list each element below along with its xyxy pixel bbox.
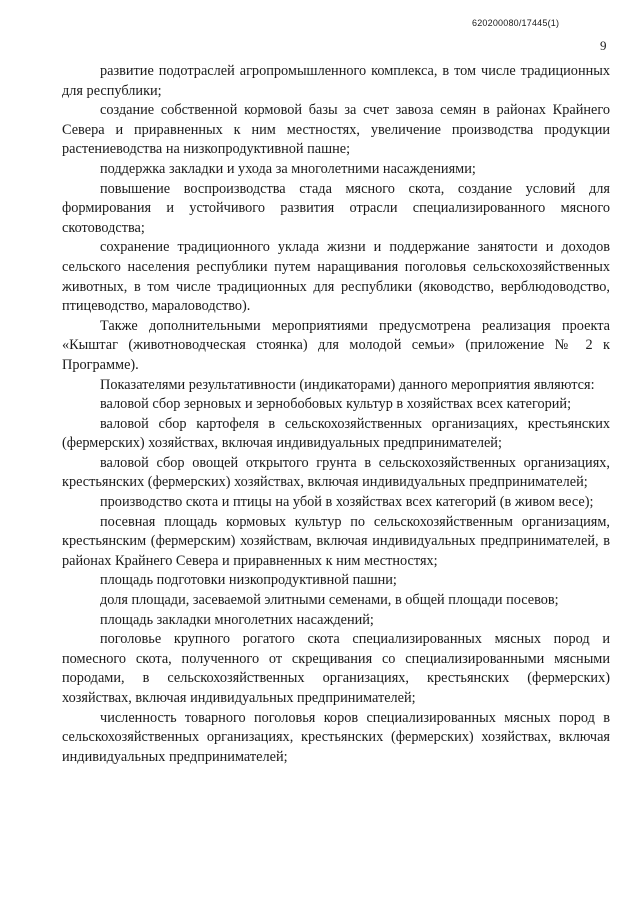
paragraph: валовой сбор овощей открытого грунта в сельскохозяйственных организациях, крестьянских (фермерских) хозяйствах, включая индивидуальных предпринимателей; bbox=[62, 454, 610, 491]
paragraph: валовой сбор зерновых и зернобобовых культур в хозяйствах всех категорий; bbox=[100, 396, 572, 413]
paragraph: Также дополнительными мероприятиями предусмотрена реализация проекта «Кыштаг (животноводческая стоянка) для молодой семьи» (приложение № 2 к Программе). bbox=[62, 317, 610, 373]
body-text bbox=[62, 62, 610, 767]
page-number: 9 bbox=[600, 38, 607, 53]
paragraph: посевная площадь кормовых культур по сельскохозяйственным организациям, крестьянским (фермерским) хозяйствам, включая индивидуальных предпринимателей, в районах Крайнего Севера и приравненных к ним местностях; bbox=[62, 513, 610, 569]
paragraph: сохранение традиционного уклада жизни и поддержание занятости и доходов сельского населения республики путем наращивания поголовья сельскохозяйственных животных, в том числе традиционных для республики (яководство, верблюдоводство, птицеводство, мараловодство). bbox=[62, 239, 610, 315]
paragraph: площадь подготовки низкопродуктивной пашни; bbox=[100, 572, 397, 589]
document-number: 620200080/17445(1) bbox=[472, 18, 560, 28]
paragraph: производство скота и птицы на убой в хозяйствах всех категорий (в живом весе); bbox=[100, 494, 594, 511]
paragraph: Показателями результативности (индикаторами) данного мероприятия являются: bbox=[100, 376, 595, 393]
paragraph: поголовье крупного рогатого скота специализированных мясных пород и помесного скота, полученного от скрещивания со специализированными мясными породами, в сельскохозяйственных организациях, крестьянских (фермерских) хозяйствах, включая индивидуальных предпринимателей; bbox=[62, 631, 610, 706]
paragraph: площадь закладки многолетних насаждений; bbox=[100, 611, 374, 628]
paragraph: создание собственной кормовой базы за счет завоза семян в районах Крайнего Севера и приравненных к ним местностях, увеличение производства продукции растениеводства на низкопродуктивной пашне; bbox=[62, 102, 610, 158]
paragraph: поддержка закладки и ухода за многолетними насаждениями; bbox=[100, 160, 476, 177]
paragraph: развитие подотраслей агропромышленного комплекса, в том числе традиционных для республики; bbox=[62, 63, 610, 99]
paragraph: доля площади, засеваемой элитными семенами, в общей площади посевов; bbox=[100, 592, 559, 609]
paragraph: повышение воспроизводства стада мясного скота, создание условий для формирования и устойчивого развития отрасли специализированного мясного скотоводства; bbox=[62, 180, 610, 236]
paragraph: валовой сбор картофеля в сельскохозяйственных организациях, крестьянских (фермерских) хозяйствах, включая индивидуальных предпринимателей; bbox=[62, 415, 610, 452]
paragraph: численность товарного поголовья коров специализированных мясных пород в сельскохозяйственных организациях, крестьянских (фермерских) хозяйствах, включая индивидуальных предпринимателей; bbox=[62, 709, 610, 765]
